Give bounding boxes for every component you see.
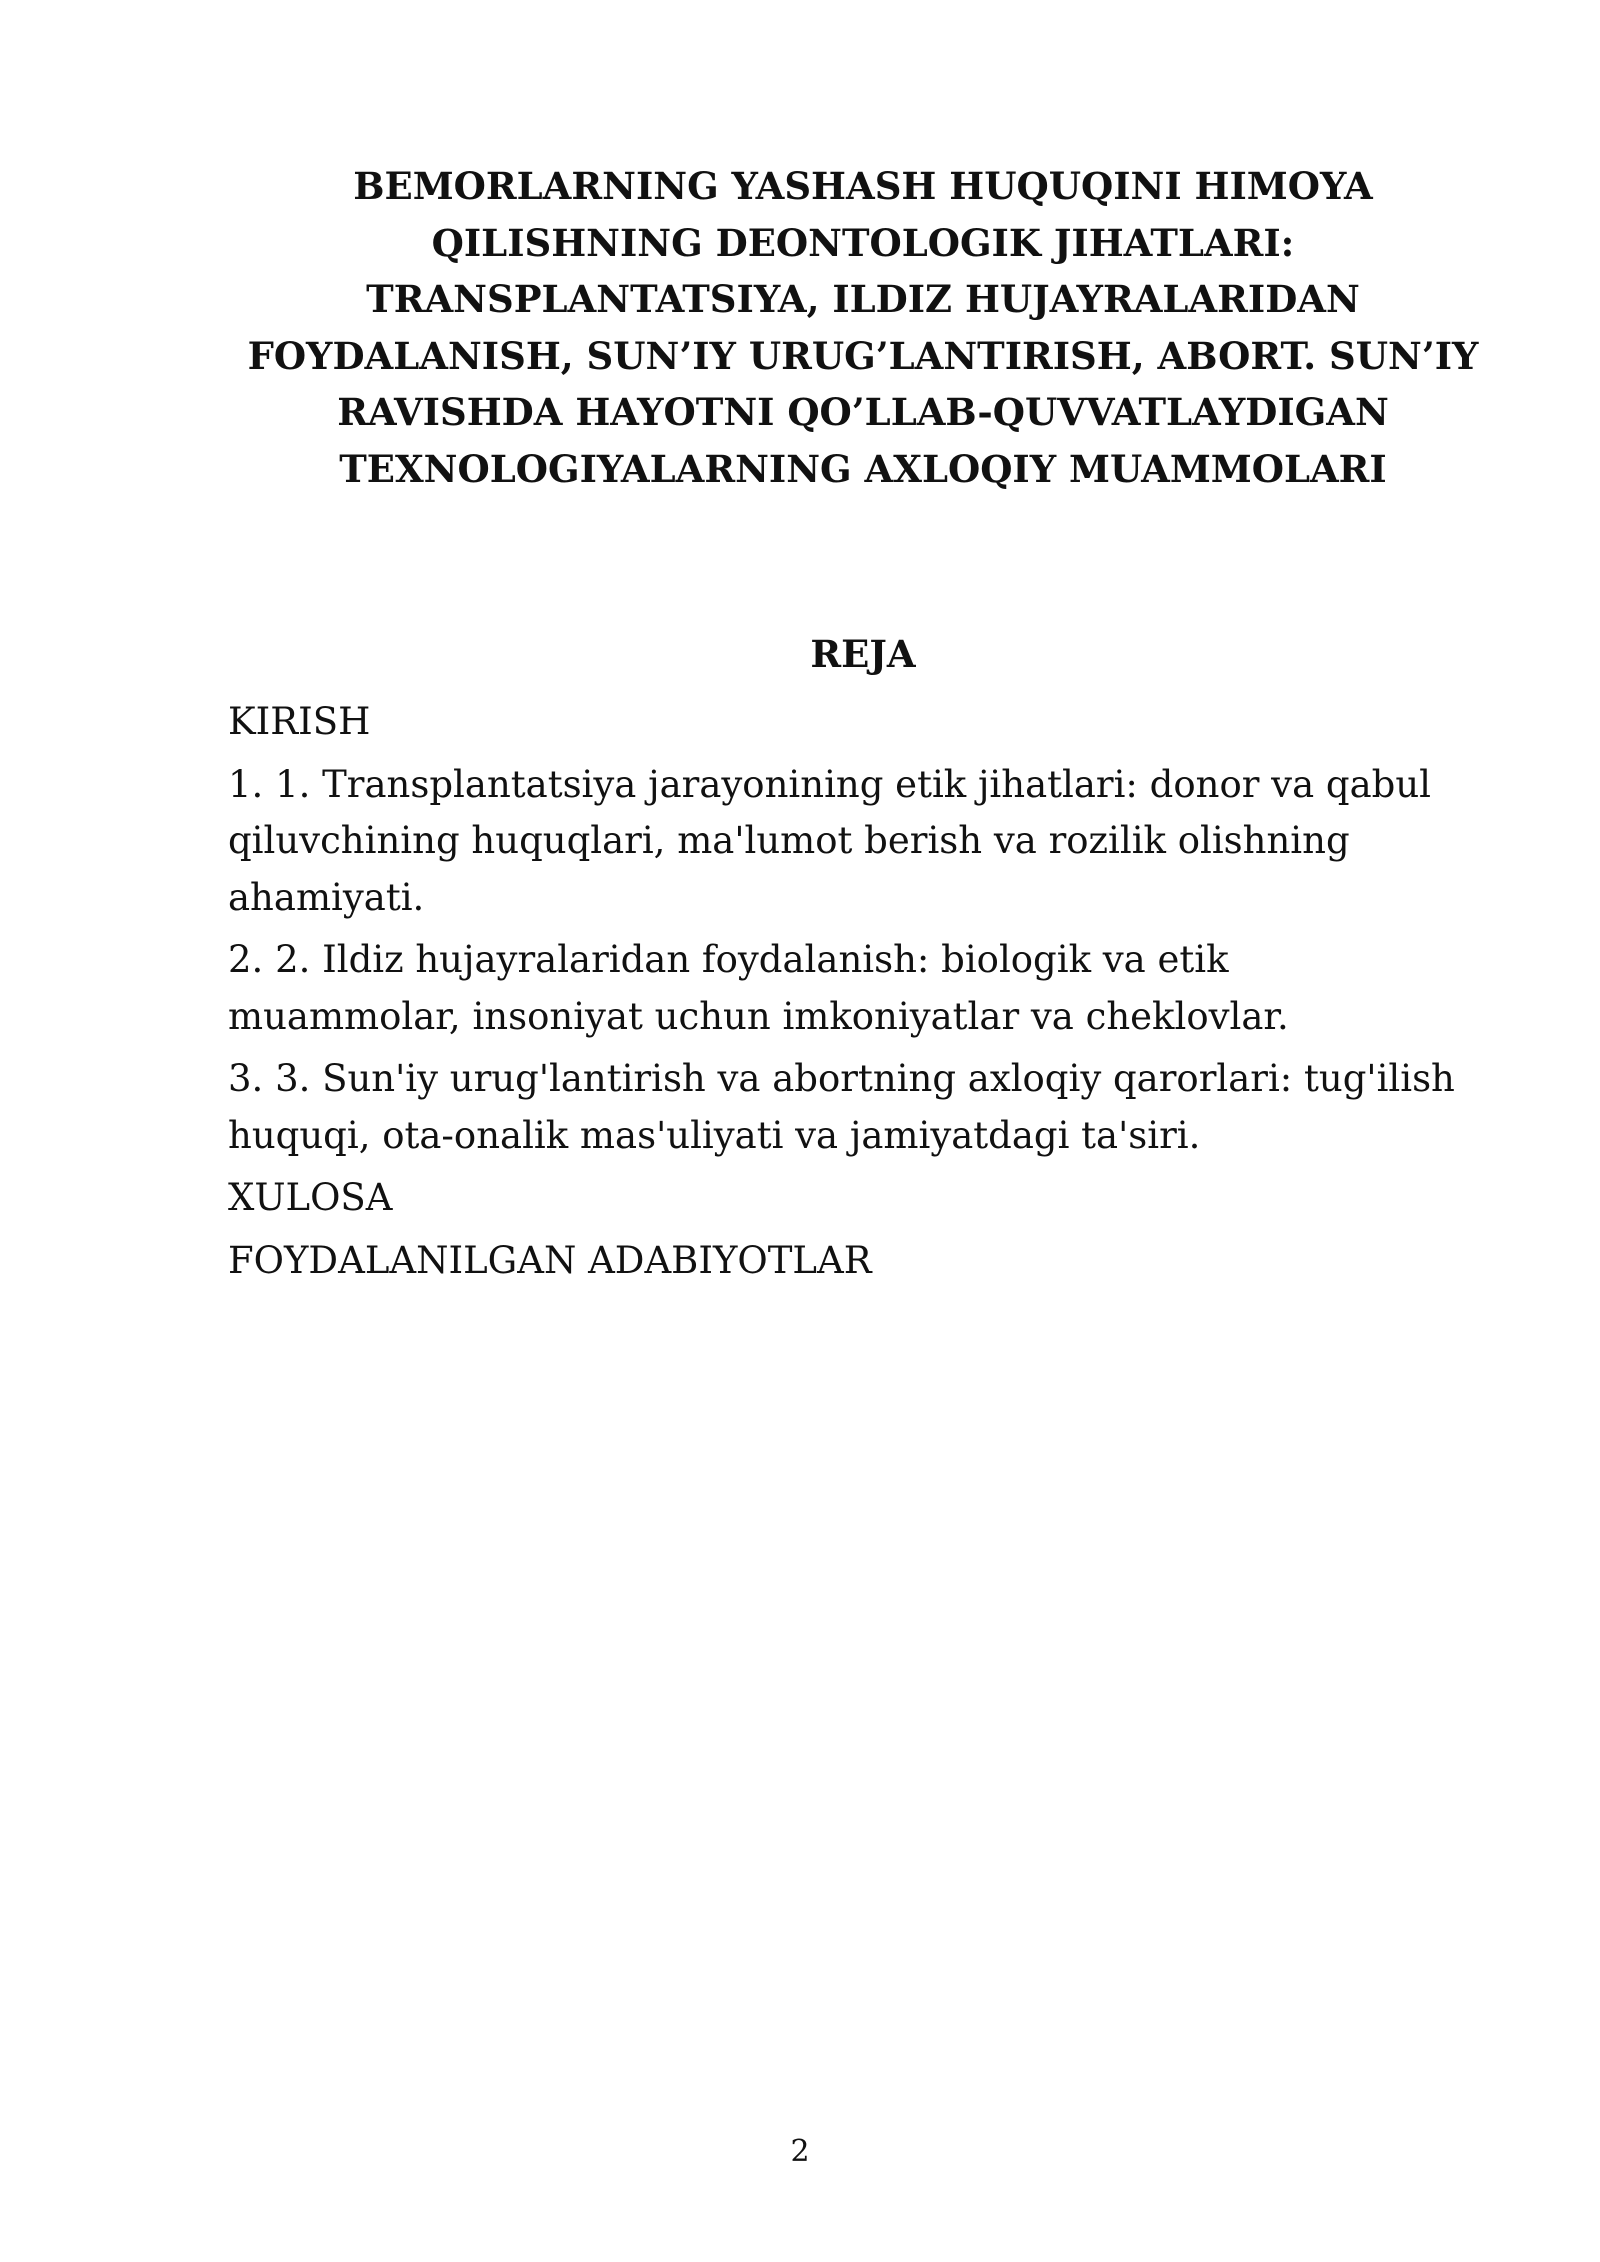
plan-item-2	[228, 932, 1518, 1045]
plan-item-line: ahamiyati.	[228, 875, 425, 919]
plan-item-3	[228, 1051, 1518, 1164]
title-line: FOYDALANISH, SUN’IY URUG’LANTIRISH, ABORT. SUN’IY	[247, 333, 1479, 378]
plan-list	[228, 694, 1518, 1289]
plan-intro-text: KIRISH	[228, 700, 371, 743]
plan-conclusion-text: XULOSA	[228, 1176, 393, 1219]
plan-item-line: 3. 3. Sun'iy urug'lantirish va abortning axloqiy qarorlari: tug'ilish	[228, 1057, 1455, 1100]
title-line: TRANSPLANTATSIYA, ILDIZ HUJAYRALARIDAN	[366, 277, 1360, 321]
title-line: QILISHNING DEONTOLOGIK JIHATLARI:	[431, 220, 1295, 265]
document-title	[228, 158, 1498, 497]
page-number: 2	[790, 2134, 810, 2169]
plan-item-line: 2. 2. Ildiz hujayralaridan foydalanish: biologik va etik	[228, 938, 1229, 981]
plan-item-line: 1. 1. Transplantatsiya jarayonining etik jihatlari: donor va qabul	[228, 762, 1431, 806]
plan-item-line: qiluvchining huquqlari, ma'lumot berish va rozilik olishning	[228, 819, 1350, 862]
plan-references-text: FOYDALANILGAN ADABIYOTLAR	[228, 1238, 872, 1282]
plan-item-line: huquqi, ota-onalik mas'uliyati va jamiyatdagi ta'siri.	[228, 1113, 1201, 1157]
plan-heading: REJA	[810, 632, 916, 676]
plan-intro	[228, 694, 1518, 751]
title-line: TEXNOLOGIYALARNING AXLOQIY MUAMMOLARI	[339, 446, 1387, 491]
plan-references	[228, 1233, 1518, 1290]
plan-item-1	[228, 757, 1518, 927]
plan-item-line: muammolar, insoniyat uchun imkoniyatlar va cheklovlar.	[228, 994, 1289, 1038]
plan-conclusion	[228, 1170, 1518, 1227]
title-line: RAVISHDA HAYOTNI QO’LLAB-QUVVATLAYDIGAN	[337, 390, 1389, 434]
title-line: BEMORLARNING YASHASH HUQUQINI HIMOYA	[353, 164, 1373, 208]
